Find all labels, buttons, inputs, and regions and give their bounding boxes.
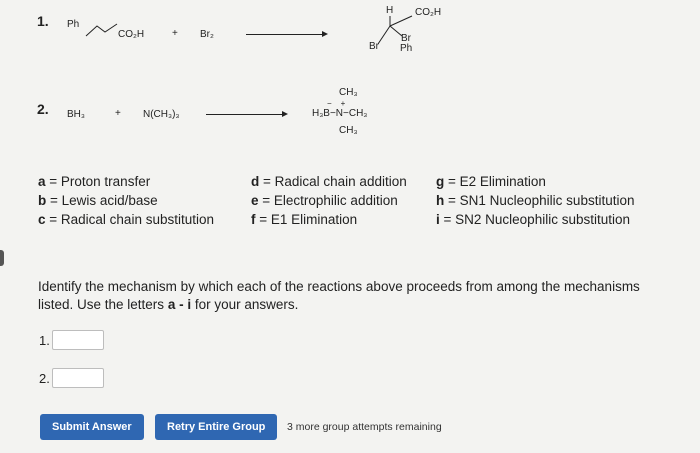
answer-2-label: 2. — [39, 371, 50, 386]
reaction-1-reactant-br2: Br₂ — [200, 29, 214, 40]
reaction-1-plus: + — [172, 28, 178, 39]
reaction-2-number: 2. — [37, 101, 49, 117]
product-2-middle: H₃B−N−CH₃ — [312, 108, 368, 119]
product-1-br-left: Br — [369, 41, 379, 52]
retry-group-button[interactable]: Retry Entire Group — [155, 414, 277, 440]
reaction-1-reactant-co2h: CO₂H — [118, 29, 145, 40]
legend-col-3 — [436, 172, 634, 229]
product-2-charges: − + — [327, 99, 346, 108]
answer-1-label: 1. — [39, 333, 50, 348]
reaction-1-arrow — [246, 34, 326, 35]
legend-item-a: a = Proton transfer — [38, 174, 151, 189]
legend-item-c: c = Radical chain substitution — [38, 212, 214, 227]
product-1-ph: Ph — [400, 43, 413, 54]
legend-item-i: i = SN2 Nucleophilic substitution — [436, 212, 630, 227]
product-1-co2h: CO₂H — [415, 7, 442, 18]
legend-col-1 — [38, 172, 214, 229]
legend-item-f: f = E1 Elimination — [251, 212, 358, 227]
attempts-remaining: 3 more group attempts remaining — [287, 421, 442, 433]
answer-2-input[interactable] — [52, 368, 104, 388]
legend-item-h: h = SN1 Nucleophilic substitution — [436, 193, 635, 208]
product-2-bottom: CH₃ — [339, 125, 358, 136]
reaction-2-arrow — [206, 114, 286, 115]
instructions: Identify the mechanism by which each of the reactions above proceeds from among the mechanisms listed. Use the letters a - i for your answers. — [38, 279, 640, 312]
alkene-bond — [84, 22, 120, 38]
submit-answer-button[interactable]: Submit Answer — [40, 414, 144, 440]
legend-col-2 — [251, 172, 407, 229]
reaction-2-plus: + — [115, 108, 121, 119]
reaction-2-reactant-bh3: BH₃ — [67, 109, 85, 120]
product-1-br-right: Br — [401, 33, 411, 44]
answer-1-input[interactable] — [52, 330, 104, 350]
legend-item-d: d = Radical chain addition — [251, 174, 407, 189]
product-1-h: H — [386, 5, 394, 16]
product-2-top: CH₃ — [339, 87, 358, 98]
reaction-1-reactant-ph: Ph — [67, 19, 80, 30]
reaction-1-number: 1. — [37, 13, 49, 29]
reaction-2-reactant-nme3: N(CH₃)₃ — [143, 109, 180, 120]
legend-item-b: b = Lewis acid/base — [38, 193, 158, 208]
legend-item-g: g = E2 Elimination — [436, 174, 546, 189]
left-edge-indicator — [0, 250, 4, 266]
legend-item-e: e = Electrophilic addition — [251, 193, 398, 208]
